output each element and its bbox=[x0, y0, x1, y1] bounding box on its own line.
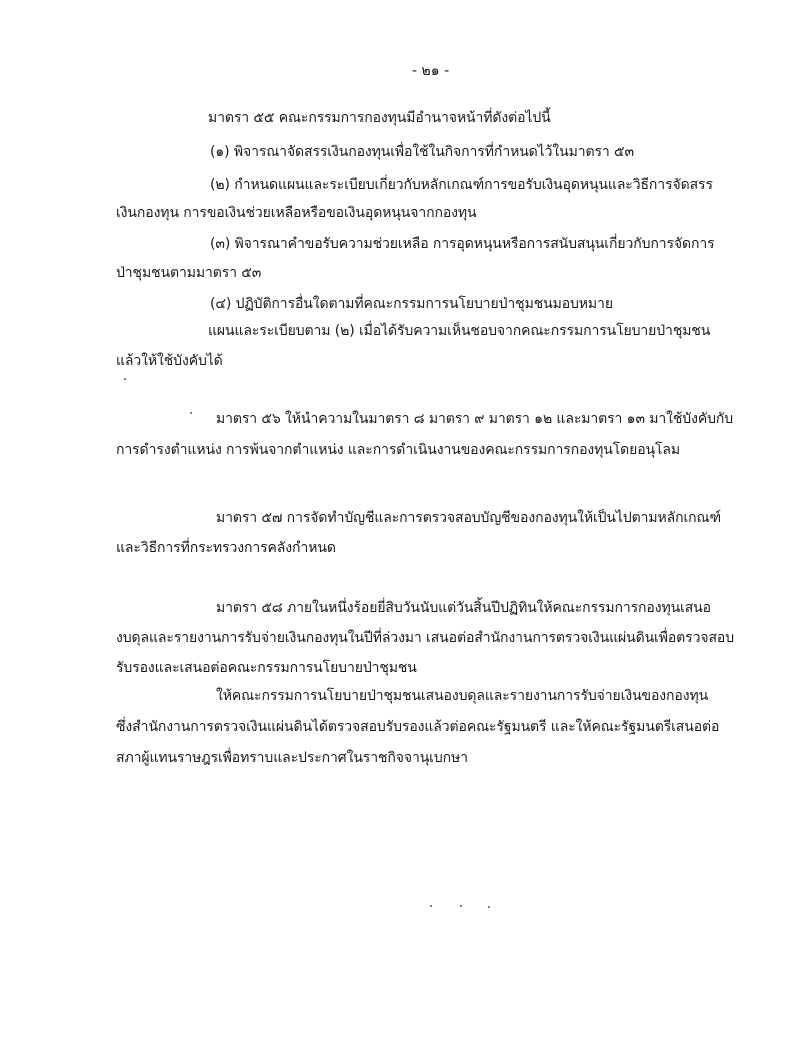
scan-speck bbox=[488, 906, 490, 908]
section-55-item-3-line-2: ป่าชุมชนตามมาตรา ๕๓ bbox=[116, 265, 262, 281]
section-55-closing-line-1: แผนและระเบียบตาม (๒) เมื่อได้รับความเห็นชอบจากคณะกรรมการนโยบายป่าชุมชน bbox=[208, 323, 711, 339]
section-58-paragraph-2-line-3: สภาผู้แทนราษฎรเพื่อทราบและประกาศในราชกิจจานุเบกษา bbox=[116, 750, 468, 766]
section-56-line-2: การดำรงตำแหน่ง การพ้นจากตำแหน่ง และการดำเนินงานของคณะกรรมการกองทุนโดยอนุโลม bbox=[116, 442, 681, 458]
section-55-item-2-line-2: เงินกองทุน การขอเงินช่วยเหลือหรือขอเงินอุดหนุนจากกองทุน bbox=[116, 205, 477, 221]
section-55-item-3-line-1: (๓) พิจารณาคำขอรับความช่วยเหลือ การอุดหนุนหรือการสนับสนุนเกี่ยวกับการจัดการ bbox=[210, 236, 715, 252]
section-58-paragraph-2-line-2: ซึ่งสำนักงานการตรวจเงินแผ่นดินได้ตรวจสอบรับรองแล้วต่อคณะรัฐมนตรี และให้คณะรัฐมนตรีเสนอต่อ bbox=[116, 719, 720, 735]
section-57-line-2: และวิธีการที่กระทรวงการคลังกำหนด bbox=[116, 540, 336, 556]
section-55-closing-line-2: แล้วให้ใช้บังคับได้ bbox=[116, 353, 223, 369]
section-58-paragraph-2-line-1: ให้คณะกรรมการนโยบายป่าชุมชนเสนองบดุลและรายงานการรับจ่ายเงินของกองทุน bbox=[216, 688, 709, 704]
section-55-item-1: (๑) พิจารณาจัดสรรเงินกองทุนเพื่อใช้ในกิจการที่กำหนดไว้ในมาตรา ๕๓ bbox=[210, 144, 634, 160]
scan-speck bbox=[124, 378, 126, 380]
section-55-heading: มาตรา ๕๕ คณะกรรมการกองทุนมีอำนาจหน้าที่ดังต่อไปนี้ bbox=[208, 110, 551, 126]
section-57-line-1: มาตรา ๕๗ การจัดทำบัญชีและการตรวจสอบบัญชีของกองทุนให้เป็นไปตามหลักเกณฑ์ bbox=[216, 510, 721, 526]
scan-speck bbox=[460, 905, 462, 907]
page-number: - ๒๑ - bbox=[412, 63, 450, 79]
section-56-line-1: มาตรา ๕๖ ให้นำความในมาตรา ๘ มาตรา ๙ มาตรา ๑๒ และมาตรา ๑๓ มาใช้บังคับกับ bbox=[216, 411, 734, 427]
scan-speck bbox=[190, 412, 192, 414]
section-58-line-2: งบดุลและรายงานการรับจ่ายเงินกองทุนในปีที่ล่วงมา เสนอต่อสำนักงานการตรวจเงินแผ่นดินเพื่อตรวจสอบ bbox=[116, 630, 734, 646]
section-58-line-3: รับรองและเสนอต่อคณะกรรมการนโยบายป่าชุมชน bbox=[116, 660, 417, 676]
section-58-line-1: มาตรา ๕๘ ภายในหนึ่งร้อยยี่สิบวันนับแต่วันสิ้นปีปฏิทินให้คณะกรรมการกองทุนเสนอ bbox=[216, 600, 711, 616]
section-55-item-2-line-1: (๒) กำหนดแผนและระเบียบเกี่ยวกับหลักเกณฑ์การขอรับเงินอุดหนุนและวิธีการจัดสรร bbox=[210, 177, 713, 193]
scan-speck bbox=[430, 905, 432, 907]
section-55-item-4: (๔) ปฏิบัติการอื่นใดตามที่คณะกรรมการนโยบายป่าชุมชนมอบหมาย bbox=[210, 296, 613, 312]
